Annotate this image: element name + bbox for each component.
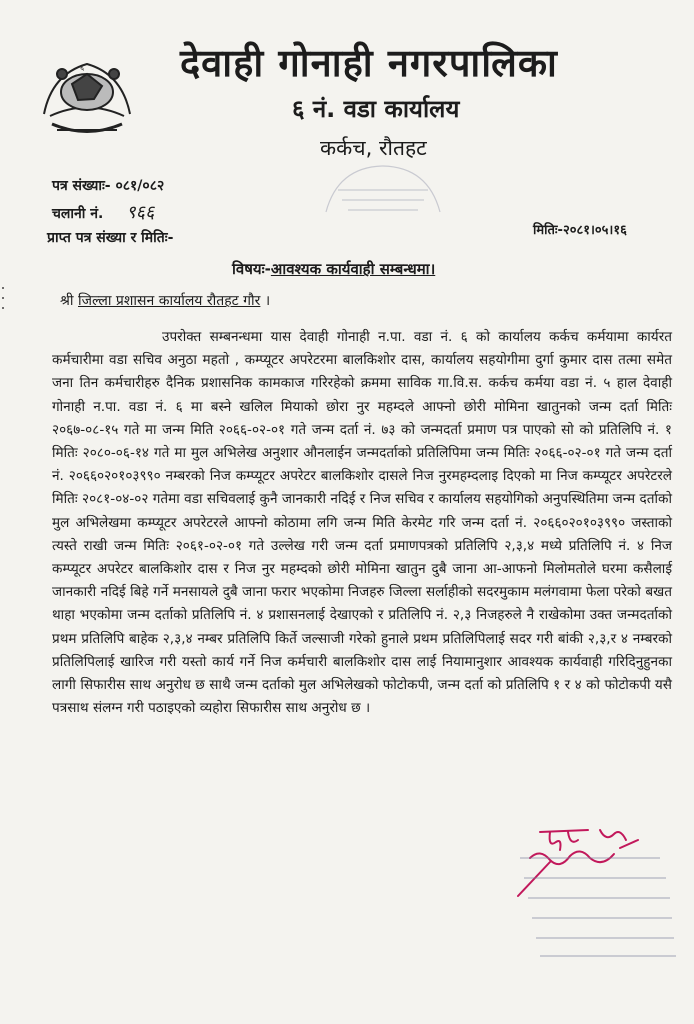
office-round-stamp — [318, 162, 448, 222]
letter-date: मितिः-२०८१।०५।१६ — [533, 223, 627, 238]
ward-chairperson-stamp — [510, 848, 680, 968]
ward-office-name: ६ नं. वडा कार्यालय — [292, 95, 460, 123]
nepal-emblem-logo — [32, 44, 142, 144]
letter-number — [52, 176, 164, 195]
salutation — [60, 291, 270, 310]
subject-line — [232, 259, 435, 279]
dispatch-number-label: चलानी नं. — [52, 206, 104, 222]
subject-label: विषयः- — [232, 260, 271, 278]
salutation-suffix: । — [260, 293, 271, 309]
letter-body: उपरोक्त सम्बनन्धमा यास देवाही गोनाही न.पा. वडा नं. ६ को कार्यालय कर्कच कर्मयामा कार्यरत कर्मचारीमा वडा सचिव अनुठा महतो , कम्प्यूटर अपरेटरमा बालकिशोर दास, कार्यालय सहयोगीमा दुर्गा कुमार दास तत्मा समेत जना तिन कर्मचारीहरु दैनिक प्रशासनिक कामकाज गरिरहेको क्रममा साविक गा.वि.स. कर्कच कर्मया वडा नं. ५ हाल देवाही गोनाही न.पा. वडा नं. ६ मा बस्ने खलिल मियाको छोरा नुर महम्दले आफ्नो छोरी मोमिना खातुनको जन्म दर्ता मितिः २०६७-०८-१५ गते मा जन्म मिति २०६६-०२-०१ गते जन्म दर्ता नं. ७३ को जन्मदर्ता प्रमाण पत्र पाएको सो को प्रतिलिपि नं. १ मितिः २०८०-०६-१४ गते मा मुल अभिलेख अनुशार औनलाईन जन्मदर्ताको प्रतिलिपिमा जन्म मितिः २०६६-०२-०१ गते जन्म दर्ता नं. २०६६०२०१०३९९० नम्बरको निज कम्प्यूटर अपरेटर बालकिशोर दासले निज नुरमहम्दलाइ दिएको मा निज कम्प्यूटर अपरेटरले मितिः २०८१-०४-०२ गतेमा वडा सचिवलाई कुनै जानकारी नदिई र निज सचिव र कार्यालय सहयोगिको अनुपस्थितिमा जन्म दर्ताको मुल अभिलेखमा कम्प्यूटर अपरेटरले आफ्नो कोठामा लगि जन्म मिति केरमेट गरि जन्म दर्ता नं. २०६६०२०१०३९९० जस्ताको त्यस्ते राखी जन्म मितिः २०६१-०२-०१ गते उल्लेख गरी जन्म दर्ता प्रमाणपत्रको प्रतिलिपि २,३,४ मध्ये प्रतिलिपि नं. ४ निज कम्प्यूटर अपरेटर बालकिशोर दास र निज नुर महम्दको छोरी मोमिना खातुन दुबै जाना आ-आफनो मिलोमतोले घरमा कसैलाई जानकारी नदिई बिहे गर्ने मनसायले दुबै जाना फरार भएकोमा निजहरु जिल्ला सर्लाहीको सदरमुकाम मलंगवामा फेला परेको बखत थाहा भएकोमा जन्म दर्ताको प्रतिलिपि नं. ४ प्रशासनलाई देखाएको र प्रतिलिपि नं. २,३ निजहरुले नै राखेकोमा उक्त जन्मदर्ताको प्रथम प्रतिलिपि बाहेक २,३,४ नम्बर प्रतिलिपि किर्ते जल्साजी गरेको हुनाले प्रथम प्रतिलिपिलाई सदर गरी बांकी २,३,र ४ नम्बरको प्रतिलिपिलाई खारिज गरी यस्तो कार्य गर्ने निज कर्मचारी बालकिशोर दास लाई नियामानुशार आवश्यक कार्यवाही गरिदिनुहुनका लागी सिफारीस साथ अनुरोध छ साथै जन्म दर्ताको मुल अभिलेखको फोटोकपी, जन्म दर्ता को प्रतिलिपि १ र ४ को फोटोकपी यसै पत्रसाथ संलग्न गरी पठाइएको व्यहोरा सिफारीस साथ अनुरोध छ । — [52, 329, 673, 717]
letter-number-label: पत्र संख्याः- — [52, 178, 111, 194]
received-letter-info: प्राप्त पत्र संख्या र मितिः- — [47, 230, 174, 246]
subject-text: आवश्यक कार्यवाही सम्बन्धमा। — [270, 260, 436, 278]
margin-marks — [0, 282, 8, 342]
dispatch-number — [52, 200, 154, 224]
municipality-name: देवाही गोनाही नगरपालिका — [180, 41, 558, 85]
svg-text:६: ६ — [80, 63, 85, 72]
salutation-prefix: श्री — [60, 293, 74, 309]
office-address: कर्कच, रौतहट — [320, 136, 427, 160]
addressee: जिल्ला प्रशासन कार्यालय रौतहट गौर — [78, 293, 261, 309]
dispatch-number-value: ९६६ — [126, 202, 155, 223]
letter-number-value: ०८१/०८२ — [115, 178, 165, 194]
